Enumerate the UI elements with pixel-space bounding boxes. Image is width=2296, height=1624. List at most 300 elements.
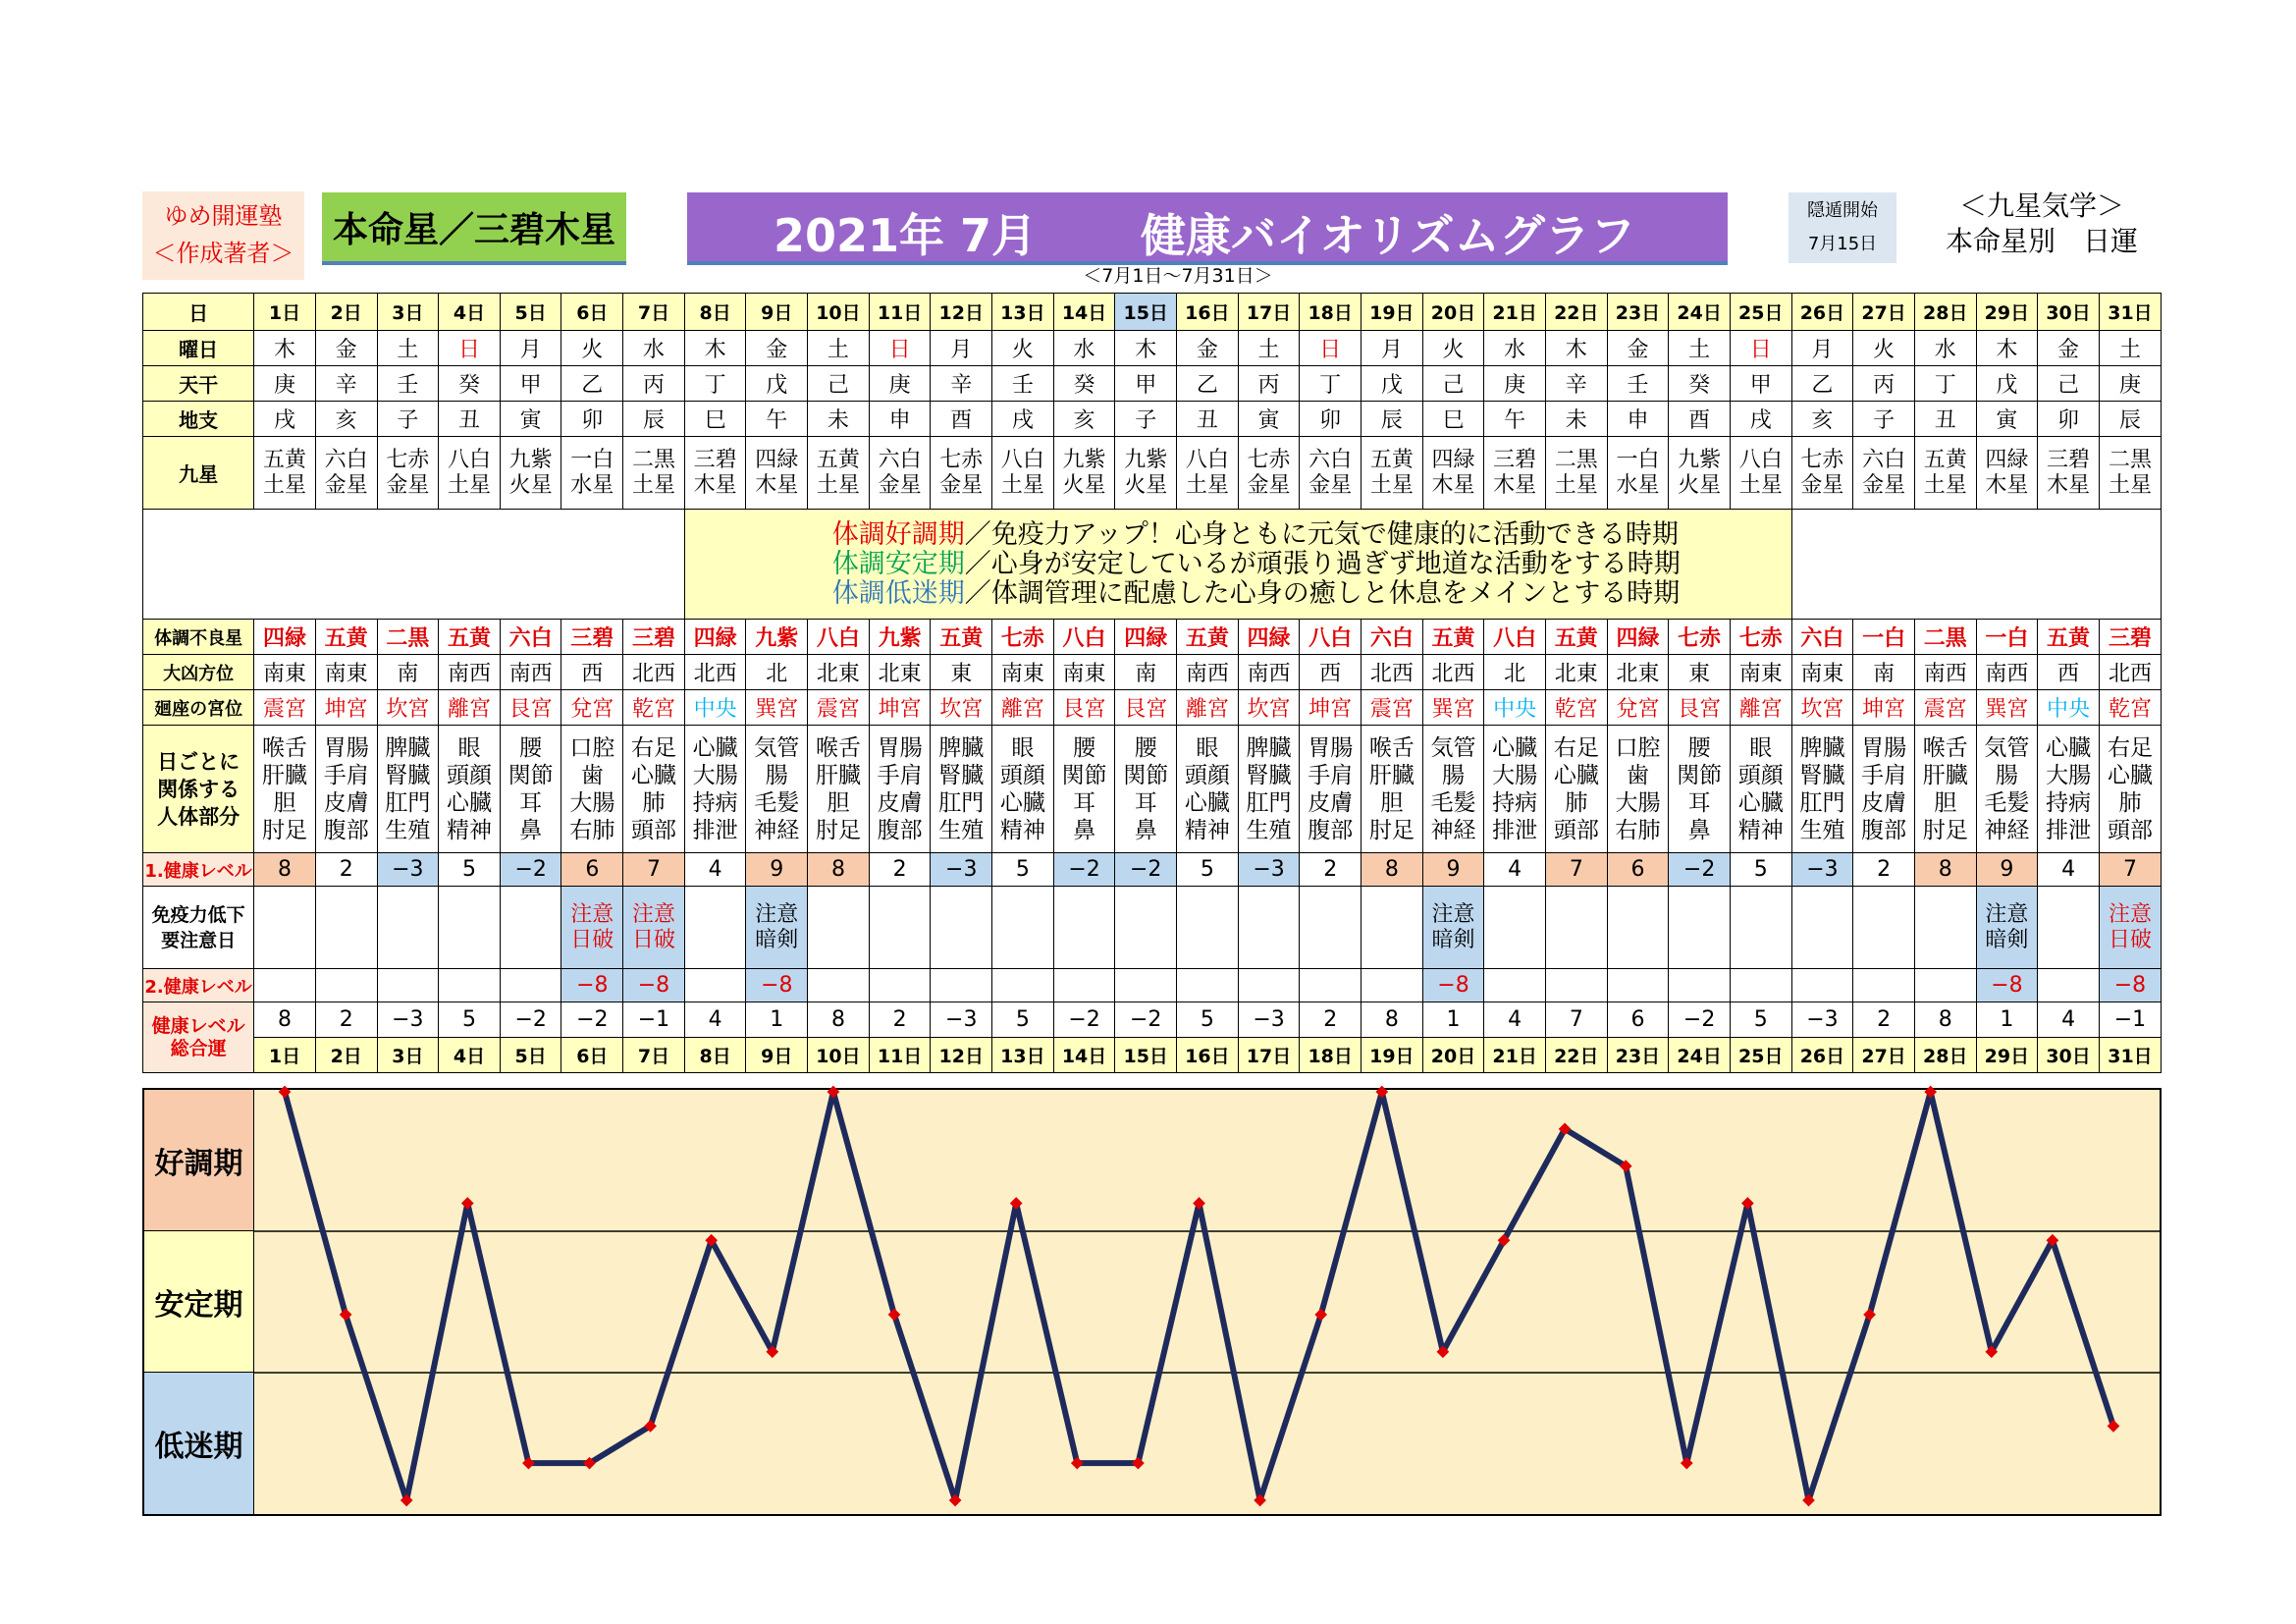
chishi-cell: 酉 — [931, 402, 992, 437]
kaiza-cell: 艮宮 — [1669, 690, 1731, 726]
cell-line: 肘足 — [1368, 817, 1415, 843]
day-cell: 25日 — [1730, 294, 1791, 331]
cell-line: 大腸 — [569, 789, 615, 816]
cell-line: 右肺 — [569, 817, 615, 843]
daikyo-cell: 北西 — [1422, 655, 1484, 690]
zone-stable-label: 安定期 — [154, 1287, 243, 1323]
cell-line: 土星 — [1923, 472, 1967, 498]
cell-line: 大腸 — [692, 762, 738, 788]
total-cell: 5 — [1177, 1002, 1239, 1038]
cell-line: 七赤 — [1247, 447, 1291, 472]
chart-day-cell: 20日 — [1422, 1038, 1484, 1073]
furyo-cell: 四緑 — [684, 620, 746, 655]
furyo-cell: 一白 — [1853, 620, 1915, 655]
immune-cell — [439, 887, 501, 969]
daikyo-cell: 北東 — [1545, 655, 1607, 690]
level2-cell — [869, 969, 931, 1002]
immune-cell — [500, 887, 561, 969]
tenkan-cell: 壬 — [1607, 366, 1669, 402]
cell-line: 胃腸 — [323, 734, 369, 761]
chart-day-cell: 23日 — [1607, 1038, 1669, 1073]
cell-line: 胆 — [1380, 789, 1404, 816]
cell-line: 金星 — [1800, 472, 1844, 498]
kaiza-cell: 兌宮 — [561, 690, 623, 726]
kyusei-cell — [377, 437, 439, 510]
total-cell: 1 — [1422, 1002, 1484, 1038]
cell-line: 気管 — [1984, 734, 2030, 761]
daikyo-cell: 南東 — [1053, 655, 1115, 690]
level1-cell: 5 — [1730, 853, 1791, 887]
chart-day-cell: 5日 — [500, 1038, 561, 1073]
chart-day-cell: 17日 — [1238, 1038, 1300, 1073]
label-level1: 1.健康レベル — [143, 853, 254, 887]
furyo-cell: 八白 — [808, 620, 870, 655]
kaiza-cell: 巽宮 — [746, 690, 808, 726]
total-cell: 2 — [315, 1002, 377, 1038]
cell-line: 土星 — [2108, 472, 2152, 498]
cell-line: 関節 — [1123, 762, 1169, 788]
weekday-cell: 金 — [1607, 331, 1669, 366]
chishi-cell: 戌 — [254, 402, 316, 437]
daikyo-cell: 北西 — [684, 655, 746, 690]
cell-line: 肘足 — [1922, 817, 1968, 843]
body-cell — [254, 726, 316, 853]
cell-line: 腰 — [519, 734, 543, 761]
total-cell: −3 — [931, 1002, 992, 1038]
cell-line: 喉舌 — [1922, 734, 1968, 761]
calendar-table — [142, 293, 2162, 1073]
weekday-cell: 土 — [1238, 331, 1300, 366]
day-cell: 1日 — [254, 294, 316, 331]
total-cell: 8 — [1362, 1002, 1423, 1038]
total-cell: −2 — [1115, 1002, 1177, 1038]
total-cell: −2 — [1053, 1002, 1115, 1038]
chishi-cell: 丑 — [1177, 402, 1239, 437]
level2-cell — [500, 969, 561, 1002]
cell-line: 頭顔 — [1184, 762, 1230, 788]
level1-cell: 8 — [1914, 853, 1976, 887]
level2-cell: −8 — [1976, 969, 2038, 1002]
furyo-cell: 四緑 — [1115, 620, 1177, 655]
body-cell — [1914, 726, 1976, 853]
kyusei-cell — [500, 437, 561, 510]
kyusei-cell — [439, 437, 501, 510]
total-cell: 2 — [1300, 1002, 1362, 1038]
daikyo-cell: 南西 — [500, 655, 561, 690]
cell-line: 精神 — [999, 817, 1045, 843]
cell-line: 六白 — [1862, 447, 1906, 472]
cell-line: 八白 — [1738, 447, 1783, 472]
inton-box — [1789, 192, 1896, 263]
furyo-cell: 七赤 — [1730, 620, 1791, 655]
cell-line: 注意 — [1431, 901, 1475, 927]
title-main: 健康バイオリズムグラフ — [1141, 209, 1635, 262]
weekday-cell: 月 — [931, 331, 992, 366]
cell-line: 六白 — [324, 447, 368, 472]
cell-line: 腰 — [1687, 734, 1711, 761]
zone-stable — [144, 1231, 254, 1373]
kaiza-cell: 兌宮 — [1607, 690, 1669, 726]
title-year: 2021年 7月 — [774, 209, 1038, 262]
chishi-cell: 巳 — [684, 402, 746, 437]
kaiza-cell: 乾宮 — [2099, 690, 2161, 726]
kaiza-cell: 坎宮 — [1791, 690, 1853, 726]
level2-cell — [1730, 969, 1791, 1002]
level1-cell: 2 — [1853, 853, 1915, 887]
tenkan-cell: 庚 — [1484, 366, 1546, 402]
weekday-cell: 金 — [1177, 331, 1239, 366]
tenkan-cell: 丙 — [1853, 366, 1915, 402]
weekday-cell: 水 — [1053, 331, 1115, 366]
cell-line: 頭部 — [1553, 817, 1599, 843]
chart-day-cell: 13日 — [992, 1038, 1054, 1073]
tenkan-cell: 己 — [2038, 366, 2100, 402]
label-tenkan: 天干 — [143, 366, 254, 402]
tenkan-cell: 甲 — [500, 366, 561, 402]
day-cell: 29日 — [1976, 294, 2038, 331]
body-cell — [1607, 726, 1669, 853]
cell-line: 皮膚 — [1308, 789, 1354, 816]
body-cell — [1053, 726, 1115, 853]
cell-line: 火星 — [508, 472, 553, 498]
tenkan-cell: 戊 — [1362, 366, 1423, 402]
daikyo-cell: 南東 — [254, 655, 316, 690]
weekday-cell: 月 — [1791, 331, 1853, 366]
kyusei-cell — [931, 437, 992, 510]
cell-line: 九紫 — [1124, 447, 1168, 472]
furyo-cell: 五黄 — [1545, 620, 1607, 655]
total-cell: −3 — [1238, 1002, 1300, 1038]
cell-line: 金星 — [1247, 472, 1291, 498]
honmei-label: 本命星／三碧木星 — [322, 192, 626, 265]
cell-line: 口腔 — [569, 734, 615, 761]
level1-cell: 2 — [869, 853, 931, 887]
level1-cell: 5 — [1177, 853, 1239, 887]
cell-line: 金星 — [1308, 472, 1353, 498]
level1-cell: 4 — [1484, 853, 1546, 887]
body-cell — [623, 726, 685, 853]
cell-line: 神経 — [1984, 817, 2030, 843]
desc-stable-text: ／心身が安定しているが頑張り過ぎず地道な活動をする時期 — [964, 548, 1681, 579]
level2-cell: −8 — [1422, 969, 1484, 1002]
cell-line: 手肩 — [323, 762, 369, 788]
chart-day-cell: 25日 — [1730, 1038, 1791, 1073]
immune-cell — [377, 887, 439, 969]
chishi-cell: 戌 — [992, 402, 1054, 437]
cell-line: 脾臓 — [1246, 734, 1292, 761]
cell-line: 肝臓 — [1922, 762, 1968, 788]
kaiza-cell: 坎宮 — [377, 690, 439, 726]
chart-day-cell: 7日 — [623, 1038, 685, 1073]
cell-line: 金星 — [386, 472, 430, 498]
kyusei-cell — [1791, 437, 1853, 510]
biorhythm-chart — [142, 1088, 2162, 1516]
body-cell — [1976, 726, 2038, 853]
immune-cell — [2099, 887, 2161, 969]
chishi-cell: 午 — [746, 402, 808, 437]
cell-line: 腸 — [1442, 762, 1465, 788]
tenkan-cell: 辛 — [1545, 366, 1607, 402]
cell-line: 耳 — [1134, 789, 1157, 816]
level2-cell — [1362, 969, 1423, 1002]
inton-label: 隠遁開始 — [1807, 200, 1878, 221]
cell-line: 持病 — [2046, 789, 2092, 816]
kaiza-cell: 離宮 — [992, 690, 1054, 726]
cell-line: 土星 — [447, 472, 491, 498]
level2-cell — [1484, 969, 1546, 1002]
day-cell: 10日 — [808, 294, 870, 331]
level2-cell — [1545, 969, 1607, 1002]
cell-line: 木星 — [1493, 472, 1537, 498]
day-cell: 23日 — [1607, 294, 1669, 331]
furyo-cell: 八白 — [1484, 620, 1546, 655]
furyo-cell: 三碧 — [2099, 620, 2161, 655]
furyo-cell: 五黄 — [2038, 620, 2100, 655]
kyusei-cell — [315, 437, 377, 510]
cell-line: 土星 — [1369, 472, 1414, 498]
level2-cell: −8 — [561, 969, 623, 1002]
cell-line: 木星 — [693, 472, 737, 498]
immune-cell — [1607, 887, 1669, 969]
cell-line: 頭部 — [630, 817, 676, 843]
immune-cell — [561, 887, 623, 969]
chishi-cell: 未 — [808, 402, 870, 437]
cell-line: 土星 — [816, 472, 860, 498]
cell-line: 五黄 — [1369, 447, 1414, 472]
body-cell — [2099, 726, 2161, 853]
chart-day-cell: 11日 — [869, 1038, 931, 1073]
cell-line: 心臓 — [1184, 789, 1230, 816]
chishi-cell: 申 — [1607, 402, 1669, 437]
level1-cell: 7 — [1545, 853, 1607, 887]
cell-line: 眼 — [457, 734, 481, 761]
cell-line: 肝臓 — [815, 762, 861, 788]
body-cell — [1669, 726, 1731, 853]
immune-cell — [1545, 887, 1607, 969]
cell-line: 日破 — [2108, 927, 2152, 952]
level1-cell: 4 — [684, 853, 746, 887]
furyo-cell: 五黄 — [931, 620, 992, 655]
immune-cell — [931, 887, 992, 969]
cell-line: 肺 — [642, 789, 666, 816]
tenkan-cell: 癸 — [439, 366, 501, 402]
day-cell: 20日 — [1422, 294, 1484, 331]
level2-cell — [439, 969, 501, 1002]
cell-line: 土星 — [263, 472, 307, 498]
furyo-cell: 五黄 — [1422, 620, 1484, 655]
cell-line: 関節 — [1677, 762, 1723, 788]
kyusei-cell — [869, 437, 931, 510]
day-cell: 17日 — [1238, 294, 1300, 331]
cell-line: 金星 — [939, 472, 984, 498]
cell-line: 胃腸 — [877, 734, 923, 761]
body-cell — [992, 726, 1054, 853]
level2-cell — [1053, 969, 1115, 1002]
chishi-cell: 戌 — [1730, 402, 1791, 437]
desc-low-text: ／体調管理に配慮した心身の癒しと休息をメインとする時期 — [964, 577, 1681, 609]
kaiza-cell: 巽宮 — [1976, 690, 2038, 726]
cell-line: 肛門 — [938, 789, 985, 816]
chart-day-cell: 3日 — [377, 1038, 439, 1073]
level1-cell: 9 — [1976, 853, 2038, 887]
weekday-cell: 水 — [1484, 331, 1546, 366]
furyo-cell: 二黒 — [1914, 620, 1976, 655]
cell-line: 腎臓 — [1246, 762, 1292, 788]
kyusei-cell — [1545, 437, 1607, 510]
total-cell: 4 — [1484, 1002, 1546, 1038]
chishi-cell: 亥 — [1053, 402, 1115, 437]
immune-cell — [808, 887, 870, 969]
kaiza-cell: 震宮 — [808, 690, 870, 726]
total-cell: 5 — [1730, 1002, 1791, 1038]
day-cell: 4日 — [439, 294, 501, 331]
chishi-cell: 未 — [1545, 402, 1607, 437]
chishi-cell: 午 — [1484, 402, 1546, 437]
cell-line: 生殖 — [385, 817, 431, 843]
kaiza-cell: 艮宮 — [1053, 690, 1115, 726]
total-cell: −1 — [623, 1002, 685, 1038]
level1-cell: 7 — [623, 853, 685, 887]
tenkan-cell: 戊 — [1976, 366, 2038, 402]
cell-line: 精神 — [1184, 817, 1230, 843]
chishi-cell: 酉 — [1669, 402, 1731, 437]
chishi-cell: 子 — [377, 402, 439, 437]
weekday-cell: 土 — [377, 331, 439, 366]
daikyo-cell: 北西 — [623, 655, 685, 690]
furyo-cell: 三碧 — [561, 620, 623, 655]
kyusei-cell — [746, 437, 808, 510]
level1-cell: 9 — [746, 853, 808, 887]
kaiza-cell: 中央 — [2038, 690, 2100, 726]
weekday-cell: 水 — [623, 331, 685, 366]
cell-line: 手肩 — [1861, 762, 1907, 788]
cell-line: 皮膚 — [323, 789, 369, 816]
cell-line: 腎臓 — [938, 762, 985, 788]
immune-cell — [1484, 887, 1546, 969]
cell-line: 土星 — [1554, 472, 1598, 498]
cell-line: 二黒 — [631, 447, 675, 472]
level1-cell: 5 — [992, 853, 1054, 887]
cell-line: 腸 — [765, 762, 788, 788]
body-cell — [1238, 726, 1300, 853]
furyo-cell: 七赤 — [1669, 620, 1731, 655]
cell-line: 火星 — [1124, 472, 1168, 498]
label-level2: 2.健康レベル — [143, 969, 254, 1002]
cell-line: 神経 — [754, 817, 800, 843]
total-cell: 8 — [1914, 1002, 1976, 1038]
kyusei-sub: 本命星別 日運 — [1945, 225, 2138, 257]
cell-line: 肘足 — [262, 817, 308, 843]
level1-cell: −2 — [500, 853, 561, 887]
level1-cell: 8 — [254, 853, 316, 887]
kyusei-cell — [1914, 437, 1976, 510]
cell-line: 六白 — [878, 447, 922, 472]
kyusei-cell — [1115, 437, 1177, 510]
body-cell — [808, 726, 870, 853]
furyo-cell: 八白 — [1300, 620, 1362, 655]
weekday-cell: 木 — [1115, 331, 1177, 366]
cell-line: 持病 — [692, 789, 738, 816]
kyusei-cell — [1238, 437, 1300, 510]
chart-day-cell: 6日 — [561, 1038, 623, 1073]
cell-line: 腎臓 — [385, 762, 431, 788]
label-weekday: 曜日 — [143, 331, 254, 366]
chart-day-cell: 8日 — [684, 1038, 746, 1073]
day-cell: 11日 — [869, 294, 931, 331]
chart-day-cell: 28日 — [1914, 1038, 1976, 1073]
level2-cell — [1300, 969, 1362, 1002]
cell-line: 五黄 — [263, 447, 307, 472]
kaiza-cell: 艮宮 — [1115, 690, 1177, 726]
cell-line: 水星 — [570, 472, 614, 498]
cell-line: 九紫 — [1062, 447, 1106, 472]
level2-cell — [1607, 969, 1669, 1002]
weekday-cell: 火 — [992, 331, 1054, 366]
cell-line: 肺 — [1565, 789, 1588, 816]
furyo-cell: 四緑 — [1607, 620, 1669, 655]
chishi-cell: 子 — [1115, 402, 1177, 437]
day-cell: 6日 — [561, 294, 623, 331]
weekday-cell: 日 — [1730, 331, 1791, 366]
cell-line: 六白 — [1308, 447, 1353, 472]
cell-line: 関節 — [507, 762, 554, 788]
author-box — [142, 191, 304, 280]
immune-cell — [1853, 887, 1915, 969]
weekday-cell: 火 — [561, 331, 623, 366]
cell-line: 肝臓 — [1368, 762, 1415, 788]
chishi-cell: 辰 — [2099, 402, 2161, 437]
cell-line: 腎臓 — [1799, 762, 1845, 788]
chishi-cell: 寅 — [500, 402, 561, 437]
kaiza-cell: 坎宮 — [931, 690, 992, 726]
kyusei-cell — [992, 437, 1054, 510]
tenkan-cell: 己 — [808, 366, 870, 402]
weekday-cell: 土 — [1669, 331, 1731, 366]
tenkan-cell: 戊 — [746, 366, 808, 402]
cell-line: 毛髪 — [1430, 789, 1476, 816]
body-cell — [1853, 726, 1915, 853]
cell-line: 日破 — [570, 927, 614, 952]
daikyo-cell: 南東 — [315, 655, 377, 690]
kyusei-cell — [1053, 437, 1115, 510]
chishi-cell: 申 — [869, 402, 931, 437]
weekday-cell: 金 — [2038, 331, 2100, 366]
tenkan-cell: 丙 — [1238, 366, 1300, 402]
cell-line: 暗剣 — [1431, 927, 1475, 952]
cell-line: 四緑 — [1985, 447, 2029, 472]
chart-day-cell: 30日 — [2038, 1038, 2100, 1073]
total-cell: 1 — [1976, 1002, 2038, 1038]
immune-cell — [1362, 887, 1423, 969]
day-cell: 7日 — [623, 294, 685, 331]
cell-line: 鼻 — [1073, 817, 1096, 843]
tenkan-cell: 壬 — [377, 366, 439, 402]
immune-cell — [1238, 887, 1300, 969]
daikyo-cell: 南西 — [1914, 655, 1976, 690]
cell-line: 鼻 — [1134, 817, 1157, 843]
cell-line: 四緑 — [1431, 447, 1475, 472]
furyo-cell: 四緑 — [254, 620, 316, 655]
tenkan-cell: 辛 — [315, 366, 377, 402]
total-cell: −2 — [500, 1002, 561, 1038]
body-cell — [377, 726, 439, 853]
label-total: 健康レベル総合運 — [143, 1002, 254, 1073]
kaiza-cell: 震宮 — [1362, 690, 1423, 726]
kaiza-cell: 離宮 — [1177, 690, 1239, 726]
tenkan-cell: 乙 — [1177, 366, 1239, 402]
cell-line: 気管 — [1430, 734, 1476, 761]
cell-line: 四緑 — [755, 447, 799, 472]
